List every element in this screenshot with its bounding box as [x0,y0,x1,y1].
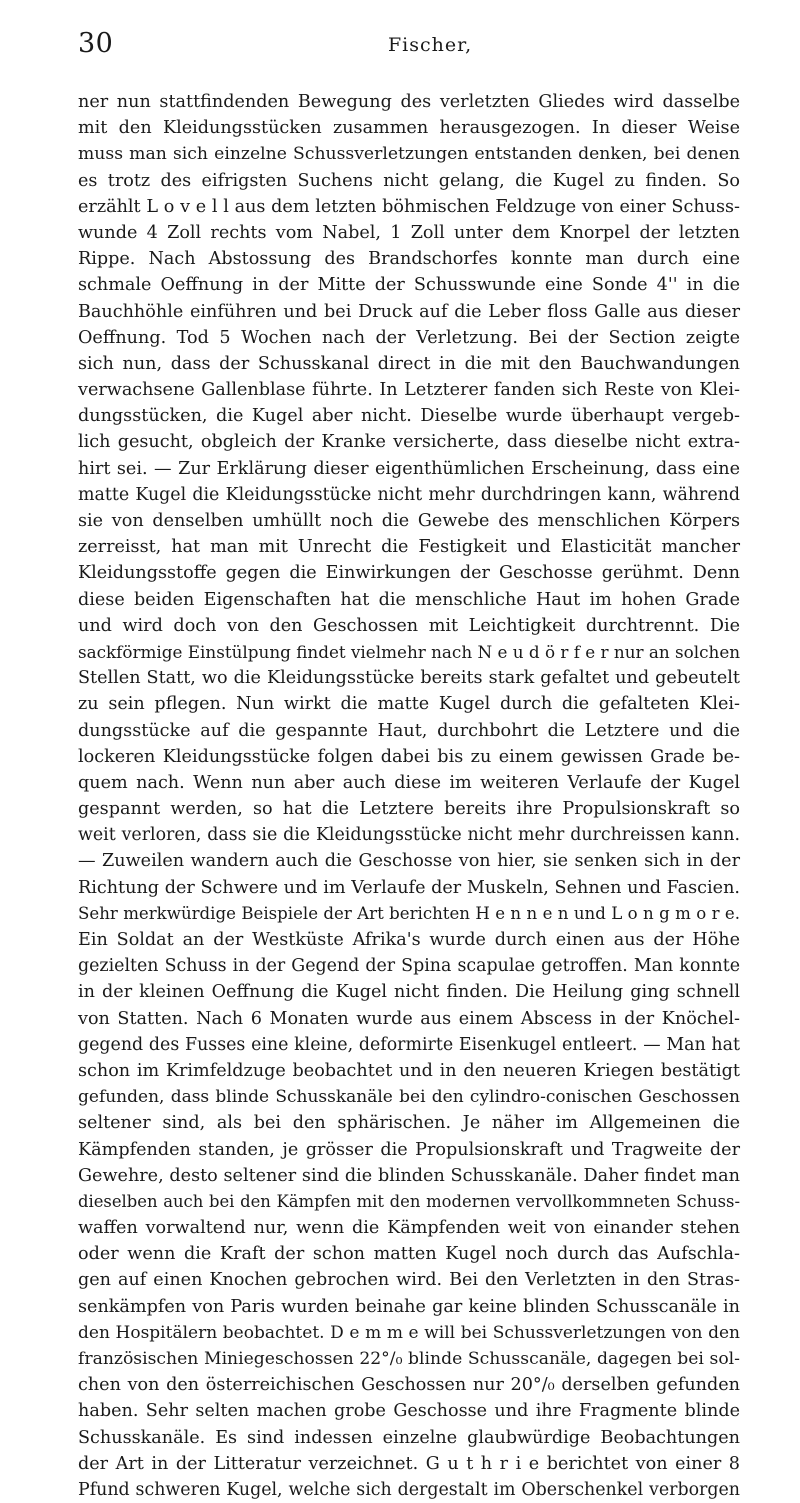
body-text [78,89,740,1503]
text-line: gezielten Schuss in der Gegend der Spina scapulae getroffen. Man konnte [78,956,740,977]
text-line: in der kleinen Oeffnung die Kugel nicht finden. Die Heilung ging schnell [78,982,740,1003]
text-line: Kleidungsstoffe gegen die Einwirkungen der Geschosse gerühmt. Denn [78,563,740,584]
text-line: waffen vorwaltend nur, wenn die Kämpfenden weit von einander stehen [78,1218,740,1239]
text-line: gen auf einen Knochen gebrochen wird. Bei den Verletzten in den Stras- [78,1270,740,1291]
text-line: lich gesucht, obgleich der Kranke versicherte, dass dieselbe nicht extra- [78,432,740,453]
text-line: zerreisst, hat man mit Unrecht die Festigkeit und Elasticität mancher [78,537,740,558]
page-number: 30 [78,28,114,59]
text-line: matte Kugel die Kleidungsstücke nicht mehr durchdringen kann, während [78,484,740,505]
text-line: gegend des Fusses eine kleine, deformirte Eisenkugel entleert. — Man hat [78,1034,740,1055]
text-line: haben. Sehr selten machen grobe Geschosse und ihre Fragmente blinde [78,1401,740,1422]
text-line: muss man sich einzelne Schussverletzungen entstanden denken, bei denen [78,144,740,165]
text-line: weit verloren, dass sie die Kleidungsstücke nicht mehr durchreissen kann. [78,825,740,846]
running-title: Fischer, [388,34,473,56]
text-line: schon im Krimfeldzuge beobachtet und in den neueren Kriegen bestätigt [78,1060,740,1081]
text-line: diese beiden Eigenschaften hat die menschliche Haut im hohen Grade [78,589,740,610]
text-line: sackförmige Einstülpung findet vielmehr nach N e u d ö r f e r nur an solchen [78,641,741,662]
text-line: schmale Oeffnung in der Mitte der Schusswunde eine Sonde 4'' in die [78,275,740,296]
text-line: hirt sei. — Zur Erklärung dieser eigenthümlichen Erscheinung, dass eine [78,458,740,479]
text-line: den Hospitälern beobachtet. D e m m e will bei Schussverletzungen von den [78,1322,740,1343]
text-line: Sehr merkwürdige Beispiele der Art berichten H e n n e n und L o n g m o r e. [78,903,740,923]
running-head [78,24,740,64]
text-line: von Statten. Nach 6 Monaten wurde aus einem Abscess in der Knöchel- [78,1008,740,1029]
text-line: oder wenn die Kraft der schon matten Kugel noch durch das Aufschla- [78,1244,740,1265]
text-line: Richtung der Schwere und im Verlaufe der Muskeln, Sehnen und Fascien. [78,877,740,898]
text-line: sie von denselben umhüllt noch die Gewebe des menschlichen Körpers [78,511,740,531]
text-line: Stellen Statt, wo die Kleidungsstücke bereits stark gefaltet und gebeutelt [78,668,740,689]
text-line: chen von den österreichischen Geschossen nur 20°/₀ derselben gefunden [78,1375,740,1396]
text-line: mit den Kleidungsstücken zusammen herausgezogen. In dieser Weise [78,118,740,139]
text-line: gefunden, dass blinde Schusskanäle bei den cylindro-conischen Geschossen [78,1087,740,1108]
text-line: erzählt L o v e l l aus dem letzten böhmischen Feldzuge von einer Schuss- [78,196,740,217]
text-line: seltener sind, als bei den sphärischen. Je näher im Allgemeinen die [78,1113,740,1134]
text-line: sich nun, dass der Schusskanal direct in die mit den Bauchwandungen [78,353,740,374]
text-line: dieselben auch bei den Kämpfen mit den modernen vervollkommneten Schuss- [78,1191,740,1211]
text-line: lockeren Kleidungsstücke folgen dabei bis zu einem gewissen Grade be- [78,746,740,767]
text-line: dungsstücke auf die gespannte Haut, durchbohrt die Letztere und die [78,720,740,741]
text-line: und wird doch von den Geschossen mit Leichtigkeit durchtrennt. Die [78,615,740,636]
text-line: Kämpfenden standen, je grösser die Propulsionskraft und Tragweite der [78,1139,740,1160]
text-line: dungsstücken, die Kugel aber nicht. Dieselbe wurde überhaupt vergeb- [78,406,740,427]
text-line: verwachsene Gallenblase führte. In Letzterer fanden sich Reste von Klei- [78,380,740,401]
text-line: der Art in der Litteratur verzeichnet. G u t h r i e berichtet von einer 8 [78,1453,740,1474]
text-line: wunde 4 Zoll rechts vom Nabel, 1 Zoll unter dem Knorpel der letzten [78,222,740,243]
text-line: es trotz des eifrigsten Suchens nicht gelang, die Kugel zu finden. So [78,170,740,191]
text-line: gespannt werden, so hat die Letztere bereits ihre Propulsionskraft so [78,799,740,820]
text-line: Rippe. Nach Abstossung des Brandschorfes konnte man durch eine [78,249,740,270]
text-line: ner nun stattfindenden Bewegung des verletzten Gliedes wird dasselbe [78,92,740,112]
text-line: Schusskanäle. Es sind indessen einzelne glaubwürdige Beobachtungen [78,1427,740,1448]
text-line: französischen Miniegeschossen 22°/₀ blinde Schusscanäle, dagegen bei sol- [78,1349,740,1369]
text-line: — Zuweilen wandern auch die Geschosse von hier, sie senken sich in der [78,851,740,872]
text-line: Pfund schweren Kugel, welche sich dergestalt im Oberschenkel verborgen [78,1479,740,1500]
text-line: Ein Soldat an der Westküste Afrika's wurde durch einen aus der Höhe [78,930,740,950]
text-line: Oeffnung. Tod 5 Wochen nach der Verletzung. Bei der Section zeigte [78,327,740,348]
text-line: Bauchhöhle einführen und bei Druck auf die Leber floss Galle aus dieser [78,301,740,322]
text-line: zu sein pflegen. Nun wirkt die matte Kugel durch die gefalteten Klei- [78,694,740,715]
text-line: quem nach. Wenn nun aber auch diese im weiteren Verlaufe der Kugel [78,772,740,793]
text-line: senkämpfen von Paris wurden beinahe gar keine blinden Schusscanäle in [78,1296,740,1317]
text-line: Gewehre, desto seltener sind die blinden Schusskanäle. Daher findet man [78,1165,740,1186]
